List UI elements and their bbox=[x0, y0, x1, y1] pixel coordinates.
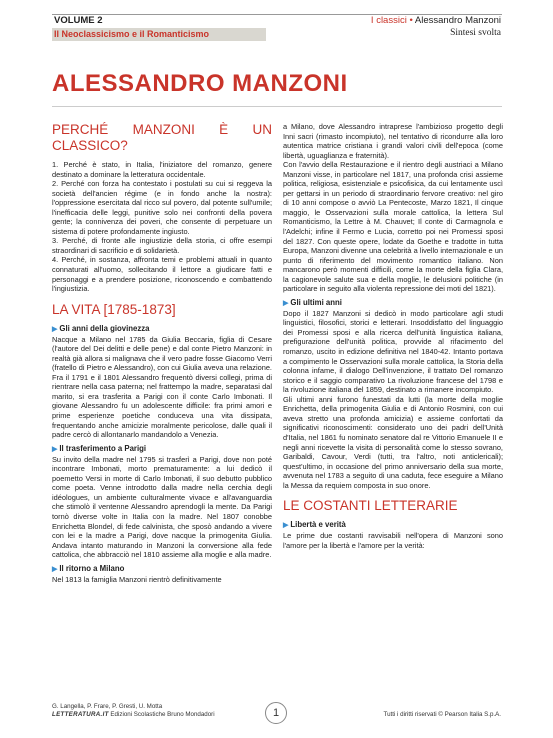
page-number: 1 bbox=[265, 702, 287, 724]
header-left bbox=[52, 14, 272, 41]
left-column bbox=[52, 122, 272, 584]
subsection-heading bbox=[52, 444, 272, 455]
paragraph: Le prime due costanti ravvisabili nell'opera di Manzoni sono l'amore per la libertà e l'amore per la verità: bbox=[283, 531, 503, 550]
triangle-bullet-icon: ▶ bbox=[52, 325, 58, 333]
subsection-heading bbox=[283, 298, 503, 309]
page-title: ALESSANDRO MANZONI bbox=[52, 70, 348, 97]
paragraph: 4. Perché, in sostanza, affronta temi e problemi attuali in quanto connaturati all'uomo, sollecitando il lettore a giudicare fatti e personaggi e a prendere posizione, riconoscendo e combattendo l'ingiustizia. bbox=[52, 255, 272, 294]
subsection-label: Libertà e verità bbox=[290, 520, 346, 530]
triangle-bullet-icon: ▶ bbox=[52, 565, 58, 573]
footer-rights: Tutti i diritti riservati © Pearson Italia S.p.A. bbox=[383, 711, 501, 718]
footer-publisher: Edizioni Scolastiche Bruno Mondadori bbox=[110, 711, 215, 718]
triangle-bullet-icon: ▶ bbox=[52, 445, 58, 453]
right-column bbox=[283, 122, 503, 550]
bullet-separator: • bbox=[409, 15, 413, 26]
header-right bbox=[371, 14, 501, 40]
paragraph: 1. Perché è stato, in Italia, l'iniziatore del romanzo, genere destinato a dominare la letteratura occidentale. bbox=[52, 160, 272, 179]
subsection-heading bbox=[283, 520, 503, 531]
section-band: Il Neoclassicismo e il Romanticismo bbox=[52, 28, 266, 41]
series-label: I classici bbox=[370, 15, 407, 26]
subsection-label: Il trasferimento a Parigi bbox=[59, 443, 147, 453]
header-subtitle: Sintesi svolta bbox=[450, 28, 501, 38]
section-title-costanti: LE COSTANTI LETTERARIE bbox=[283, 498, 458, 514]
triangle-bullet-icon: ▶ bbox=[283, 299, 289, 307]
paragraph: Gli ultimi anni furono funestati da lutti (la morte della moglie Enrichetta, della primogenita Giulia e di Antonio Rosmini, con cui aveva stretto una profonda amicizia) e assieme confortati da significativi riconoscimenti: considerato uno dei padri dell'Unità d'Italia, nel 1861 fu nominato senatore dal re Vittorio Emanuele II e negli anni ricevette la visita di personalità come lo stesso sovrano, Garibaldi, Cavour, Verdi (tutti, tra l'altro, noti anticlericali); quest'ultimo, in occasione del primo anniversario della sua morte, avvenuta nel 1783 a seguito di una caduta, fece eseguire a Milano la Messa da requiem composta in suo onore. bbox=[283, 394, 503, 490]
subsection-heading bbox=[52, 324, 272, 335]
title-rule bbox=[52, 106, 502, 107]
subsection-heading bbox=[52, 564, 272, 575]
paragraph: Nel 1813 la famiglia Manzoni rientrò definitivamente bbox=[52, 574, 222, 584]
footer-authors: G. Langella, P. Frare, P. Gresti, U. Motta bbox=[52, 703, 163, 710]
paragraph: Dopo il 1827 Manzoni si dedicò in modo particolare agli studi linguistici, filosofici, storici e letterari. Insoddisfatto del linguaggio dei Promessi sposi e alla ricerca dell'unità linguistica italiana, prefigurazione dell'unità politica, provvide al rifacimento del romanzo, uscito in edizione definitiva nel 1840-42. Intanto portava a compimento le Osservazioni sulla morale cattolica, la Storia della colonna infame, il dialogo Dell'invenzione, il trattato Del romanzo storico e il saggio comparativo La rivoluzione francese del 1798 e la rivoluzione italiana del 1859, destinato a rimanere incompiuto. bbox=[283, 308, 503, 395]
paragraph: Nacque a Milano nel 1785 da Giulia Beccaria, figlia di Cesare (l'autore del Dei delitti e delle pene) e dal conte Pietro Manzoni: in realtà già allora si malignava che il vero padre fosse Giacomo Verri (fratello di Pietro e Alessandro), con cui Giulia aveva una relazione. Fra il 1791 e il 1801 Alessandro frequentò diversi collegi, prima di rientrare nella casa paterna; nel frattempo la madre, separatasi dal marito, si era trasferita a Parigi con il conte Carlo Imbonati. Il giovane Alessandro fu un adolescente difficile: fra primi amori e prime esperienze poetiche conduceva una vita dissipata, frequentando anche amicizie moralmente pericolose, dalle quali il padre cercò di allontanarlo mandandolo a Venezia. bbox=[52, 334, 272, 440]
footer-credits bbox=[52, 703, 215, 719]
subsection-label: Il ritorno a Milano bbox=[59, 563, 125, 573]
author-label: Alessandro Manzoni bbox=[414, 15, 501, 26]
subsection-label: Gli anni della giovinezza bbox=[59, 323, 150, 333]
brand-logo: LETTERATURA.IT bbox=[52, 711, 109, 718]
section-title-vita: LA VITA [1785-1873] bbox=[52, 301, 176, 317]
paragraph: 3. Perché, di fronte alle ingiustizie della storia, ci offre esempi straordinari di sacrificio e di solidarietà. bbox=[52, 236, 272, 255]
section-title-classico: PERCHÉ MANZONI È UN CLASSICO? bbox=[52, 122, 272, 153]
paragraph: Con l'avvio della Restaurazione e il rientro degli austriaci a Milano Manzoni visse, in particolare nel 1817, una profonda crisi assieme politica, religiosa, esistenziale e psicofisica, da cui lentamente uscì per gettarsi in un periodo di straordinario fervore creativo: nel giro di 10 anni compose o avviò La Pentecoste, Marzo 1821, Il cinque maggio, le Osservazioni sulla morale cattolica, la lettera Sul Romanticismo, la Lettre à M. Chauvet; Il conte di Carmagnola e l'Adelchi; infine il Fermo e Lucia, corretto poi nei Promessi sposi del 1827. Con queste opere, lodate da Goethe e tradotte in tutta Europa, Manzoni divenne una celebrità a livello internazionale e un punto di riferimento del movimento romantico italiano. Non mancarono però momenti difficili, come la morte della figlia Clara, la cagionevole salute sua e della moglie, le delusioni politiche (in particolare in seguito alla violenta repressione dei moti del 1821). bbox=[283, 160, 503, 294]
paragraph: Su invito della madre nel 1795 si trasferì a Parigi, dove non poté incontrare Imbonati, morto prematuramente: a lui dedicò il poemetto Versi in morte di Carlo Imbonati, il suo debutto pubblico come poeta. Venne introdotto dalla madre nella cerchia degli idéologues, un ambiente culturalmente vivace e all'avanguardia che stimolò il ventenne Alessandro aprendogli la mente. Da Parigi tornò diverse volte in Italia con la madre. Nel 1807 conobbe Enrichetta Blondel, di fede calvinista, che sposò andando a vivere con lei e la madre a Parigi, dove nacque la primogenita Giulia. Andava intanto maturando in Manzoni la conversione alla fede cattolica, che abbracciò nel 1810 assieme alla moglie e alla madre. bbox=[52, 454, 272, 560]
triangle-bullet-icon: ▶ bbox=[283, 522, 289, 530]
volume-label: VOLUME 2 bbox=[54, 15, 103, 26]
paragraph: 2. Perché con forza ha contestato i postulati su cui si reggeva la società dell'ancien régime (e in fondo anche la nostra): l'oppressione esercitata dal ricco sul povero, dal potente sull'umile; l'inefficacia delle leggi, punitive solo nei confronti della povera gente; la connivenza dei poveri, che consente di perpetuare un sistema di potere profondamente ingiusto. bbox=[52, 179, 272, 236]
paragraph: a Milano, dove Alessandro intraprese l'ambizioso progetto degli Inni sacri (rimasto incompiuto), nel tentativo di ricondurre alla loro autentica matrice cristiana i grandi valori civili dell'epoca (come libertà, uguaglianza e fraternità). bbox=[283, 122, 503, 160]
subsection-label: Gli ultimi anni bbox=[290, 297, 342, 307]
